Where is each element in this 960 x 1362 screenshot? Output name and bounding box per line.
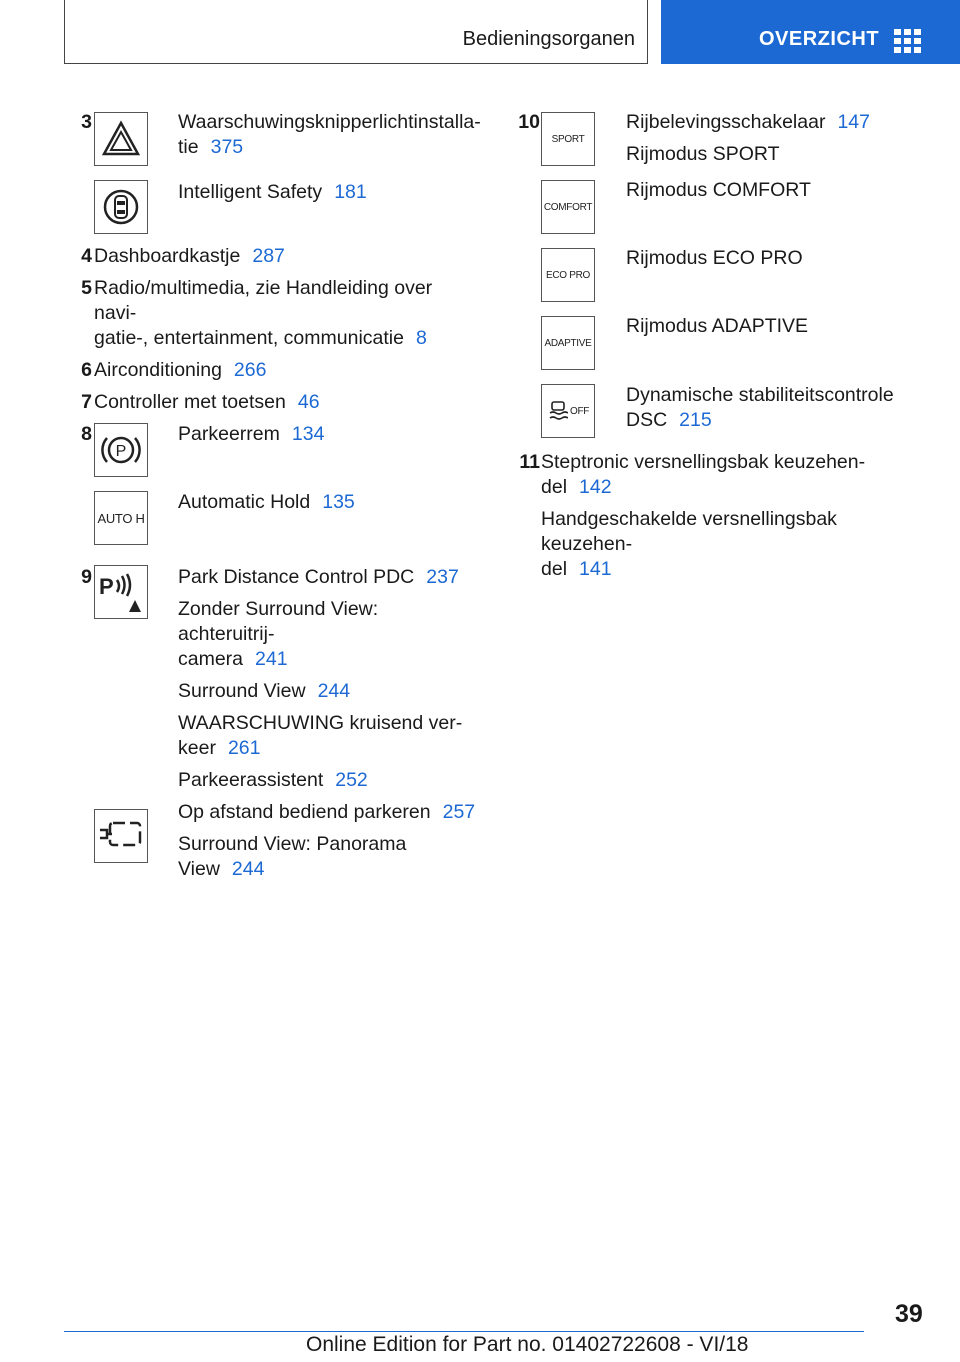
item-number: 11 — [519, 451, 540, 473]
page-ref-link[interactable]: 181 — [334, 181, 367, 203]
item-number: 4 — [81, 245, 92, 267]
entry-text: Park Distance Control PDC — [178, 566, 415, 588]
page-ref-link[interactable]: 257 — [442, 801, 476, 823]
page-ref-link[interactable]: 244 — [231, 858, 265, 880]
entry-text: Rijbelevingsschakelaar — [626, 111, 826, 133]
left-column — [62, 110, 481, 882]
page-ref-link[interactable]: 141 — [579, 558, 612, 580]
entry-9 — [62, 565, 478, 882]
entry-text: Steptronic versnellingsbak keuzehen- — [541, 451, 866, 473]
entry-text: Zonder Surround View: achteruitrij- — [178, 598, 379, 645]
hazard-warning-icon — [94, 112, 148, 166]
entry-text: Automatic Hold — [178, 491, 311, 513]
item-number: 5 — [81, 277, 92, 299]
item-number: 3 — [81, 111, 92, 133]
footer-divider — [64, 1331, 864, 1332]
entry-text: Radio/multimedia, zie Handleiding over navi- — [94, 277, 433, 324]
page-ref-link[interactable]: 375 — [210, 136, 244, 158]
page-ref-link[interactable]: 135 — [322, 491, 355, 513]
page-ref-link[interactable]: 215 — [679, 409, 712, 431]
entry-text: keer — [178, 737, 216, 759]
entry-text: gatie-, entertainment, communicatie — [94, 327, 404, 349]
entry-text: camera — [178, 648, 244, 670]
sport-mode-icon: SPORT — [541, 112, 595, 166]
entry-text: Waarschuwingsknipperlichtinstalla- — [178, 111, 481, 133]
section-title: Bedieningsorganen — [462, 28, 635, 50]
page-number: 39 — [895, 1300, 923, 1328]
entry-text: del — [541, 476, 568, 498]
parking-brake-icon — [94, 423, 148, 477]
page-ref-link[interactable]: 142 — [579, 476, 612, 498]
comfort-mode-icon: COMFORT — [541, 180, 595, 234]
entry-text: Rijmodus ECO PRO — [626, 247, 803, 269]
page-ref-link[interactable]: 8 — [415, 327, 427, 349]
entry-text: Intelligent Safety — [178, 181, 323, 203]
entry-text: Op afstand bediend parkeren — [178, 801, 431, 823]
page-ref-link[interactable]: 46 — [297, 391, 320, 413]
right-column — [510, 110, 930, 582]
footer-edition-text: Online Edition for Part no. 01402722608 - VI/18 — [306, 1333, 749, 1356]
park-distance-control-icon — [94, 565, 148, 619]
dsc-off-icon: OFF — [541, 384, 595, 438]
entry-5 — [62, 276, 478, 351]
header-section-box — [64, 0, 648, 64]
item-number: 6 — [81, 359, 92, 381]
page-ref-link[interactable]: 134 — [291, 423, 325, 445]
entry-11 — [510, 450, 930, 582]
eco-pro-mode-icon: ECO PRO — [541, 248, 595, 302]
page-ref-link[interactable]: 266 — [233, 359, 267, 381]
grid-menu-icon[interactable] — [894, 29, 921, 53]
entry-8 — [62, 422, 478, 565]
entry-text: Dashboardkastje — [94, 245, 241, 267]
svg-text:P: P — [99, 574, 114, 599]
entry-4 — [62, 244, 478, 269]
entry-text: Dynamische stabiliteitscontrole — [626, 384, 894, 406]
entry-text: Airconditioning — [94, 359, 222, 381]
entry-text: Rijmodus ADAPTIVE — [626, 315, 809, 337]
page-ref-link[interactable]: 241 — [255, 648, 288, 670]
svg-text:P: P — [115, 443, 127, 460]
entry-text: Parkeerassistent — [178, 769, 324, 791]
page-ref-link[interactable]: 287 — [252, 245, 285, 267]
entry-text: Controller met toetsen — [94, 391, 286, 413]
page-ref-link[interactable]: 261 — [227, 737, 261, 759]
overview-tab[interactable] — [661, 0, 960, 64]
item-number: 8 — [81, 423, 92, 445]
entry-text: Surround View — [178, 680, 306, 702]
item-number: 7 — [81, 391, 92, 413]
entry-3 — [62, 110, 481, 244]
entry-text: WAARSCHUWING kruisend ver- — [178, 712, 463, 734]
surround-view-camera-icon — [94, 809, 148, 863]
entry-7 — [62, 390, 478, 415]
entry-text: View — [178, 858, 220, 880]
entry-text: Surround View: Panorama — [178, 833, 407, 855]
entry-text: tie — [178, 136, 199, 158]
entry-text: Parkeerrem — [178, 423, 280, 445]
overview-tab-label: OVERZICHT — [759, 28, 880, 50]
entry-text: del — [541, 558, 568, 580]
page-ref-link[interactable]: 244 — [317, 680, 351, 702]
entry-text: Handgeschakelde versnellingsbak keuzehen- — [541, 508, 837, 555]
entry-10 — [510, 110, 930, 450]
adaptive-mode-icon: ADAPTIVE — [541, 316, 595, 370]
item-number: 10 — [518, 111, 540, 133]
entry-6 — [62, 358, 478, 383]
page-ref-link[interactable]: 252 — [335, 769, 368, 791]
entry-text: Rijmodus SPORT — [626, 143, 780, 165]
page-ref-link[interactable]: 147 — [837, 111, 870, 133]
page-ref-link[interactable]: 237 — [426, 566, 459, 588]
auto-hold-icon: AUTO H — [94, 491, 148, 545]
entry-text: DSC — [626, 409, 668, 431]
entry-text: Rijmodus COMFORT — [626, 179, 811, 201]
item-number: 9 — [81, 566, 92, 588]
